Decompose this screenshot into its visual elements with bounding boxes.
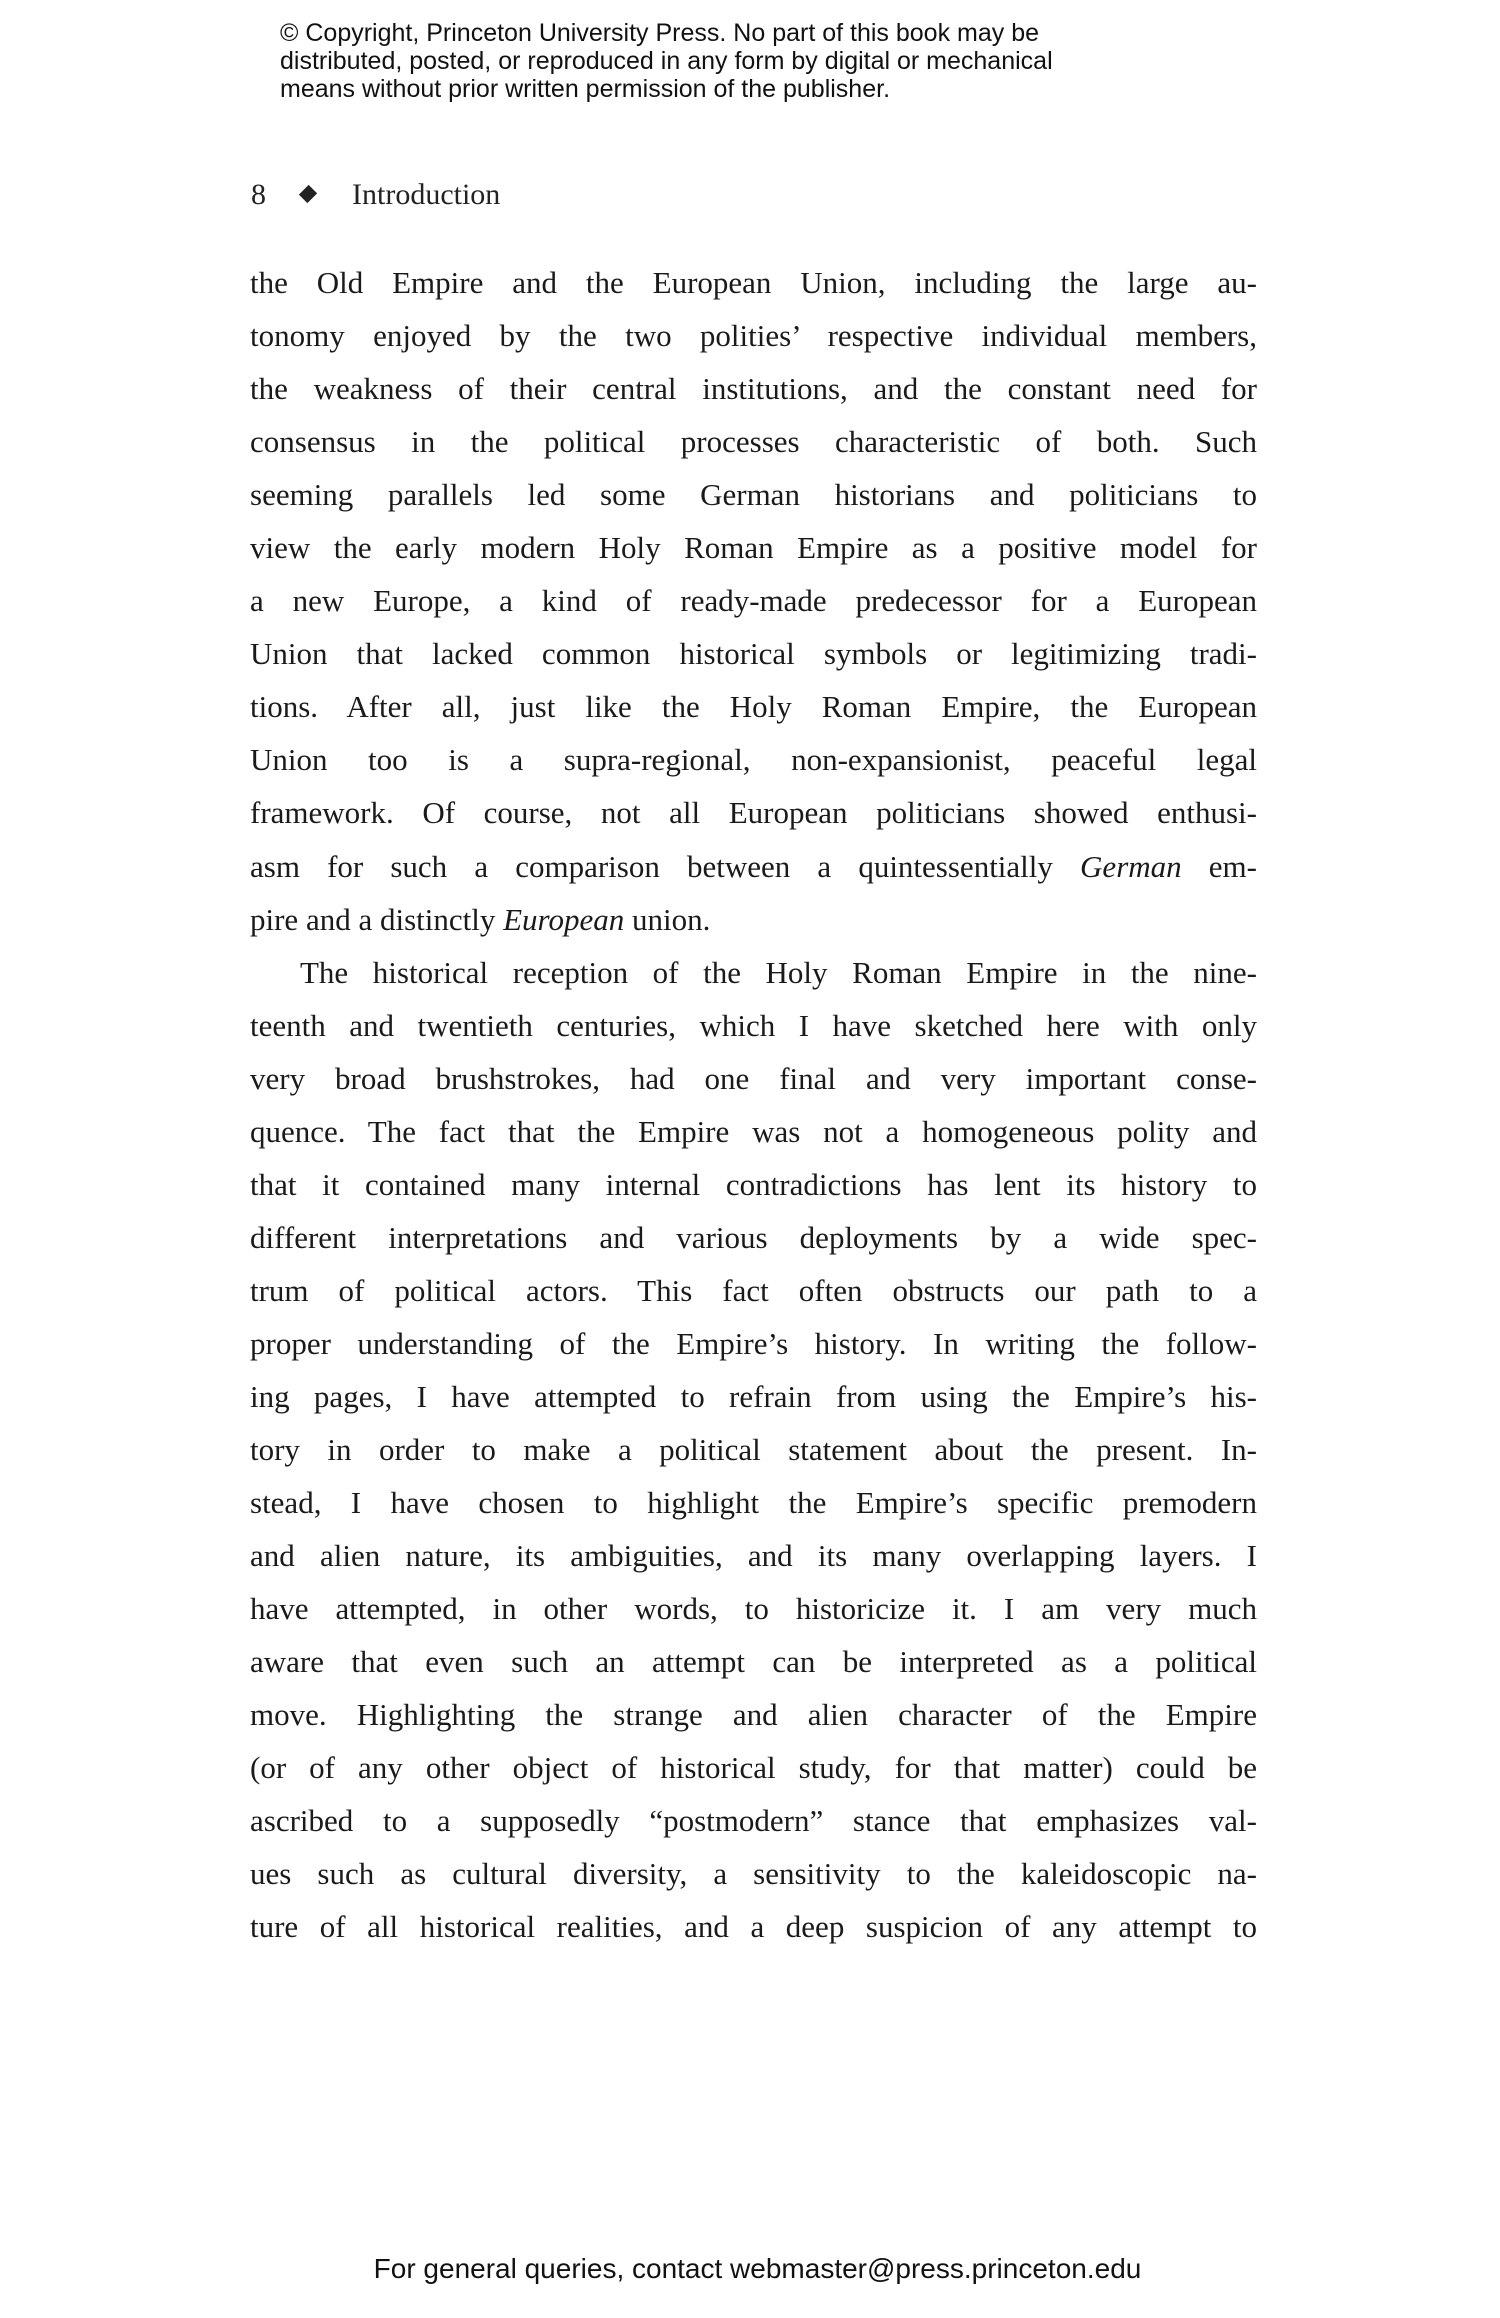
italic-text: European bbox=[503, 901, 625, 937]
text-run: asm for such a comparison between a quintessentially bbox=[250, 848, 1081, 884]
text-line: quence. The fact that the Empire was not a homogeneous polity and bbox=[250, 1113, 1257, 1149]
text-line: Union that lacked common historical symbols or legitimizing tradi- bbox=[250, 636, 1257, 672]
text-line: stead, I have chosen to highlight the Empire’s specific premodern bbox=[250, 1485, 1257, 1521]
text-line: very broad brushstrokes, had one final and very important conse- bbox=[250, 1060, 1257, 1096]
copyright-notice bbox=[280, 19, 1280, 103]
text-line: ing pages, I have attempted to refrain from using the Empire’s his- bbox=[250, 1378, 1257, 1414]
text-line: that it contained many internal contradictions has lent its history to bbox=[250, 1166, 1257, 1202]
text-line: The historical reception of the Holy Roman Empire in the nine- bbox=[300, 954, 1257, 990]
text-run: em- bbox=[1181, 848, 1257, 884]
copyright-line: means without prior written permission of the publisher. bbox=[280, 75, 891, 103]
running-head bbox=[251, 175, 500, 215]
paragraph bbox=[250, 256, 1257, 946]
copyright-line: © Copyright, Princeton University Press. No part of this book may be bbox=[280, 19, 1040, 47]
footer-contact: For general queries, contact webmaster@press.princeton.edu bbox=[373, 2253, 1142, 2284]
text-line: framework. Of course, not all European politicians showed enthusi- bbox=[250, 795, 1257, 831]
text-line: view the early modern Holy Roman Empire as a positive model for bbox=[250, 530, 1257, 566]
text-line: move. Highlighting the strange and alien character of the Empire bbox=[250, 1697, 1257, 1733]
text-line: ascribed to a supposedly “postmodern” stance that emphasizes val- bbox=[250, 1803, 1257, 1839]
text-line bbox=[250, 893, 1257, 946]
text-line: proper understanding of the Empire’s history. In writing the follow- bbox=[250, 1325, 1257, 1361]
text-line: seeming parallels led some German historians and politicians to bbox=[250, 477, 1257, 513]
page-number: 8 bbox=[251, 178, 266, 211]
text-run: pire and a distinctly bbox=[250, 901, 504, 937]
text-line: the Old Empire and the European Union, including the large au- bbox=[250, 265, 1257, 300]
paragraph bbox=[250, 946, 1257, 1954]
text-line: (or of any other object of historical study, for that matter) could be bbox=[250, 1750, 1257, 1786]
text-line: and alien nature, its ambiguities, and its many overlapping layers. I bbox=[250, 1538, 1257, 1574]
section-title: Introduction bbox=[352, 178, 501, 211]
text-line: Union too is a supra-regional, non-expansionist, peaceful legal bbox=[250, 742, 1257, 778]
body-text bbox=[250, 256, 1257, 1954]
text-line: ture of all historical realities, and a deep suspicion of any attempt to bbox=[250, 1909, 1257, 1945]
text-line: different interpretations and various deployments by a wide spec- bbox=[250, 1219, 1257, 1255]
text-line: aware that even such an attempt can be interpreted as a political bbox=[250, 1644, 1257, 1680]
text-line: the weakness of their central institutions, and the constant need for bbox=[250, 371, 1257, 407]
text-line: tions. After all, just like the Holy Roman Empire, the European bbox=[250, 689, 1257, 725]
text-line: tonomy enjoyed by the two polities’ respective individual members, bbox=[250, 318, 1257, 354]
italic-text: German bbox=[1080, 848, 1182, 884]
text-line: consensus in the political processes characteristic of both. Such bbox=[250, 424, 1257, 460]
copyright-line: distributed, posted, or reproduced in any form by digital or mechanical bbox=[280, 47, 1053, 75]
text-line: tory in order to make a political statement about the present. In- bbox=[250, 1432, 1257, 1468]
text-line: teenth and twentieth centuries, which I have sketched here with only bbox=[250, 1007, 1257, 1043]
text-line: trum of political actors. This fact often obstructs our path to a bbox=[250, 1272, 1257, 1308]
text-line: have attempted, in other words, to historicize it. I am very much bbox=[250, 1591, 1257, 1627]
text-line: ues such as cultural diversity, a sensitivity to the kaleidoscopic na- bbox=[250, 1856, 1257, 1892]
text-line bbox=[250, 840, 1257, 893]
text-run: union. bbox=[624, 901, 711, 937]
text-line: a new Europe, a kind of ready-made predecessor for a European bbox=[250, 583, 1257, 619]
diamond-icon bbox=[299, 185, 317, 203]
